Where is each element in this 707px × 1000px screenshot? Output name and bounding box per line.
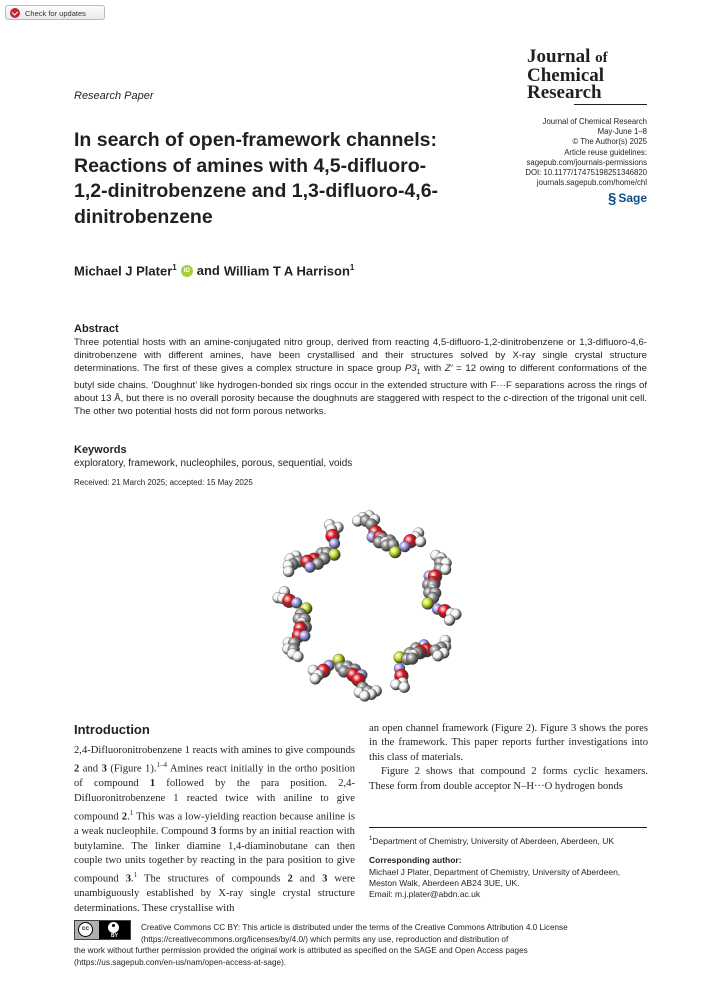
intro-paragraph-1: 2,4-Difluoronitrobenzene 1 reacts with amines to give compounds 2 and 3 (Figure 1).$^{1-4}$ Amines react initially in the ortho position of compound 1 followed by the para position. 2,4-Difluoronitrobenzene 1 reacted twice with aniline to give compound 2.$^1$ This was a low-yielding reaction because aniline is a weak nucleophile. Compound 3 forms by an initial reaction with butylamine. The linker diamine 1,4-diaminobutane can then couple two units together by reacting in the para position to give compound 3.$^1$ The structures of compounds 2 and 3 were unambiguously established by X-ray single crystal structure determinations. These crystallise with — [74, 745, 355, 914]
open-access-url[interactable]: (https://us.sagepub.com/en-us/nam/open-access-at-sage). — [74, 958, 287, 968]
sage-label: Sage — [618, 191, 648, 205]
nitrogen-atom — [299, 630, 310, 641]
molecular-structure-figure — [255, 500, 480, 712]
sage-s-icon: § — [608, 189, 617, 207]
intro-column-2 — [369, 722, 648, 794]
article-title: In search of open-framework channels: Reactions of amines with 4,5-difluoro-1,2-dinitrobenzene and 1,3-difluoro-4,6-dinitrobenzene — [74, 129, 439, 228]
journal-logo — [527, 48, 647, 101]
meta-journal-link[interactable]: journals.sagepub.com/home/chl — [536, 178, 647, 188]
meta-journal-name: Journal of Chemical Research — [542, 117, 647, 126]
nitrogen-atom — [329, 538, 340, 549]
abstract-text: Three potential hosts with an amine-conjugated nitro group, derived from reacting 4,5-difluoro-1,2-dinitrobenzene or 1,3-difluoro-4,6-dinitrobenzene with different amines, have been crystallised and their structures solved by X-ray single crystal structure determinations. The first of these gives a complex structure in space group $P3_1$ with Z′ = 12 owing to different conformations of the butyl side chains. ‘Doughnut’ like hydrogen-bonded six rings occur in the extended structure with F···F separations across the rings of about 13 Å, but there is no overall porosity because the doughnuts are staggered with respect to the c-direction of the trigonal unit cell. The other two potential hosts did not form porous networks. — [74, 337, 647, 418]
keywords-heading: Keywords — [74, 444, 127, 456]
nitrogen-atom — [305, 562, 316, 573]
keywords-list: exploratory, framework, nucleophiles, porous, sequential, voids — [74, 458, 353, 469]
hydrogen-atom — [399, 682, 410, 693]
introduction-heading: Introduction — [74, 722, 150, 737]
intro-column-1 — [74, 744, 355, 916]
hydrogen-atom — [283, 566, 294, 577]
logo-journal: Journal — [527, 46, 591, 67]
carbon-atom — [406, 653, 418, 665]
author-connector: and — [196, 263, 220, 279]
check-for-updates-button[interactable] — [5, 5, 105, 20]
author-2: William T A Harrison — [223, 263, 350, 279]
meta-issue: May-June 1–8 — [597, 127, 647, 137]
corresponding-author-details: Michael J Plater, Department of Chemistry, University of Aberdeen, Meston Walk, Aberdeen AB24 3UE, UK. Email: m.j.plater@abdn.ac.uk — [369, 867, 647, 900]
intro-paragraph-2: Figure 2 shows that compound 2 forms cyclic hexamers. These form from double acceptor N–H···O hydrogen bonds — [369, 766, 648, 792]
journal-metadata — [447, 117, 647, 188]
corresponding-author-heading: Corresponding author: — [369, 855, 462, 865]
author-list — [74, 263, 354, 278]
logo-chemical: Chemical — [527, 65, 605, 86]
footnote-divider — [369, 827, 647, 828]
meta-reuse: Article reuse guidelines: — [564, 147, 647, 157]
affiliation: $^1$Department of Chemistry, University of Aberdeen, Aberdeen, UK — [369, 835, 615, 846]
hydrogen-atom — [293, 651, 304, 662]
orcid-icon[interactable]: iD — [181, 265, 193, 277]
logo-divider — [574, 104, 647, 105]
cc-icon: cc — [78, 922, 93, 937]
check-updates-label: Check for updates — [25, 9, 86, 18]
meta-permissions-link[interactable]: sagepub.com/journals-permissions — [526, 157, 647, 167]
received-dates: Received: 21 March 2025; accepted: 15 May 2025 — [74, 478, 253, 487]
cc-by-license-badge[interactable]: cc BY — [74, 920, 131, 940]
hydrogen-atom — [440, 564, 451, 575]
logo-of: of — [595, 50, 608, 66]
meta-copyright: © The Author(s) 2025 — [572, 137, 647, 147]
intro-paragraph-1-continued: an open channel framework (Figure 2). Figure 3 shows the pores in the framework. This paper reports further investigations into this class of materials. — [369, 723, 648, 763]
fluorine-atom — [389, 546, 401, 558]
hydrogen-atom — [310, 673, 321, 684]
author-1: Michael J Plater — [74, 263, 173, 279]
author-1-affil: 1 — [172, 263, 177, 272]
hydrogen-atom — [359, 691, 370, 702]
hydrogen-atom — [444, 615, 455, 626]
abstract-heading: Abstract — [74, 323, 119, 335]
hydrogen-atom — [433, 650, 444, 661]
logo-research: Research — [527, 82, 602, 103]
hydrogen-atom — [415, 536, 426, 547]
meta-doi[interactable]: DOI: 10.1177/17475198251346820 — [525, 168, 647, 178]
license-url[interactable]: (https://creativecommons.org/licenses/by/4.0/) which permits any use, reproduction and distribution of — [141, 934, 509, 944]
license-text: Creative Commons CC BY: This article is distributed under the terms of the Creative Commons Attribution 4.0 License (https://creativecommons.org/licenses/by/4.0/) which permits any use, reproduction and distribution of the work without further permission provided the original work is attributed as specified on the SAGE and Open Access pages (https://us.sagepub.com/en-us/nam/open-access-at-sage). — [74, 922, 634, 969]
corresponding-email[interactable]: Email: m.j.plater@abdn.ac.uk — [369, 889, 481, 899]
check-icon — [10, 8, 20, 18]
author-2-affil: 1 — [349, 263, 355, 272]
paper-type: Research Paper — [74, 90, 154, 102]
sage-logo — [608, 191, 647, 205]
